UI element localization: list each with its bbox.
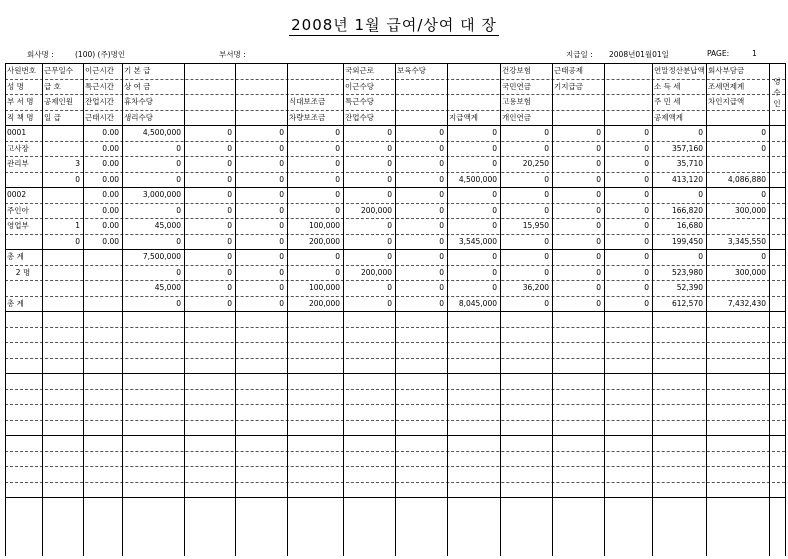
table-cell: 0 bbox=[279, 205, 284, 215]
column-divider bbox=[652, 63, 653, 556]
table-cell: 0.00 bbox=[102, 143, 119, 153]
table-cell: 0 bbox=[492, 267, 497, 277]
column-header: 성 명 bbox=[7, 81, 24, 91]
table-cell: 45,000 bbox=[154, 283, 181, 292]
table-cell: 0 bbox=[227, 128, 232, 137]
table-cell: 0 bbox=[335, 174, 340, 184]
table-cell: 200,000 bbox=[360, 267, 392, 277]
table-cell: 0 bbox=[492, 283, 497, 292]
table-cell: 0 bbox=[439, 267, 444, 277]
table-cell: 0.00 bbox=[102, 221, 119, 230]
table-cell: 0 bbox=[176, 205, 181, 215]
table-cell: 0 bbox=[227, 143, 232, 153]
table-cell: 0 bbox=[596, 128, 601, 137]
column-header: 건강보험 bbox=[502, 66, 531, 75]
table-cell: 0 bbox=[544, 252, 549, 261]
table-cell: 0002 bbox=[7, 190, 27, 199]
table-cell: 100,000 bbox=[308, 283, 340, 292]
table-cell: 0 bbox=[279, 174, 284, 184]
table-cell: 0 bbox=[439, 143, 444, 153]
table-cell: 0 bbox=[176, 159, 181, 168]
table-cell: 0 bbox=[761, 143, 766, 153]
table-cell: 0 bbox=[644, 174, 649, 184]
table-cell: 300,000 bbox=[734, 205, 766, 215]
column-divider bbox=[235, 63, 236, 556]
table-cell: 0 bbox=[644, 190, 649, 199]
table-cell: 0 bbox=[544, 190, 549, 199]
column-header: 주 민 세 bbox=[654, 97, 681, 106]
table-cell: 166,820 bbox=[671, 205, 703, 215]
table-cell: 3,545,000 bbox=[458, 236, 497, 246]
table-cell: 0 bbox=[644, 267, 649, 277]
table-cell: 0 bbox=[644, 159, 649, 168]
table-cell: 0 bbox=[492, 221, 497, 230]
column-header: 잔업수당 bbox=[345, 112, 374, 122]
table-cell: 주인아 bbox=[7, 205, 29, 215]
table-cell: 0 bbox=[335, 128, 340, 137]
company-value: (100) (주)명인 bbox=[75, 50, 126, 59]
table-cell: 0 bbox=[492, 205, 497, 215]
table-cell: 0 bbox=[227, 190, 232, 199]
table-cell: 0 bbox=[439, 205, 444, 215]
table-cell: 0 bbox=[596, 174, 601, 184]
table-cell: 0 bbox=[544, 143, 549, 153]
page-title: 2008년 1월 급여/상여 대 장 bbox=[291, 16, 497, 34]
column-header: 기지급금 bbox=[554, 81, 583, 91]
table-cell: 0 bbox=[698, 190, 703, 199]
table-cell: 0 bbox=[544, 205, 549, 215]
column-divider bbox=[447, 63, 448, 556]
table-cell: 0 bbox=[227, 236, 232, 246]
table-cell: 612,570 bbox=[671, 298, 703, 308]
table-cell: 0 bbox=[544, 128, 549, 137]
table-cell: 영업부 bbox=[7, 221, 29, 230]
column-header: 근태공제 bbox=[554, 66, 583, 75]
table-cell: 0 bbox=[335, 143, 340, 153]
table-cell: 2 명 bbox=[15, 267, 31, 277]
table-cell: 0 bbox=[761, 252, 766, 261]
column-header: 사원번호 bbox=[7, 66, 36, 75]
table-cell: 0 bbox=[227, 221, 232, 230]
column-header: 생리수당 bbox=[124, 112, 153, 122]
table-cell: 0 bbox=[698, 252, 703, 261]
table-cell: 20,250 bbox=[522, 159, 549, 168]
column-header: 공제인원 bbox=[44, 97, 73, 106]
table-cell: 0 bbox=[596, 143, 601, 153]
table-cell: 200,000 bbox=[360, 205, 392, 215]
table-cell: 0 bbox=[439, 236, 444, 246]
column-header: 회사부담금 bbox=[708, 66, 745, 75]
column-divider bbox=[42, 63, 43, 556]
column-divider bbox=[287, 63, 288, 556]
table-cell: 0 bbox=[227, 252, 232, 261]
table-cell: 0 bbox=[335, 205, 340, 215]
table-cell: 16,680 bbox=[676, 221, 703, 230]
table-cell: 0 bbox=[439, 128, 444, 137]
table-cell: 100,000 bbox=[308, 221, 340, 230]
table-cell: 4,500,000 bbox=[142, 128, 181, 137]
table-cell: 0 bbox=[227, 267, 232, 277]
table-cell: 0.00 bbox=[102, 174, 119, 184]
table-cell: 0 bbox=[439, 190, 444, 199]
payday-value: 2008년01월01일 bbox=[609, 50, 669, 59]
table-cell: 52,390 bbox=[676, 283, 703, 292]
table-cell: 0 bbox=[761, 190, 766, 199]
table-cell: 0 bbox=[387, 298, 392, 308]
table-cell: 300,000 bbox=[734, 267, 766, 277]
table-cell: 0 bbox=[644, 283, 649, 292]
table-cell: 0 bbox=[439, 252, 444, 261]
table-cell: 7,432,430 bbox=[727, 298, 766, 308]
column-header: 특근시간 bbox=[85, 81, 114, 91]
table-cell: 4,500,000 bbox=[458, 174, 497, 184]
table-cell: 0.00 bbox=[102, 159, 119, 168]
table-cell: 0 bbox=[492, 190, 497, 199]
table-cell: 0 bbox=[644, 128, 649, 137]
table-cell: 0 bbox=[279, 143, 284, 153]
column-header: 지급액계 bbox=[449, 112, 478, 122]
table-cell: 0 bbox=[644, 236, 649, 246]
column-header: 차량보조금 bbox=[289, 112, 326, 122]
table-cell: 0 bbox=[387, 252, 392, 261]
column-header: 급 호 bbox=[44, 81, 61, 91]
table-cell: 0 bbox=[279, 128, 284, 137]
table-cell: 357,160 bbox=[671, 143, 703, 153]
column-divider bbox=[500, 63, 501, 556]
table-cell: 0 bbox=[335, 252, 340, 261]
table-cell: 0 bbox=[492, 159, 497, 168]
table-cell: 0001 bbox=[7, 128, 27, 137]
column-header: 근무일수 bbox=[44, 66, 73, 75]
table-cell: 0 bbox=[544, 174, 549, 184]
table-cell: 0 bbox=[279, 190, 284, 199]
table-cell: 15,950 bbox=[522, 221, 549, 230]
table-cell: 0 bbox=[596, 159, 601, 168]
table-cell: 0 bbox=[279, 159, 284, 168]
table-cell: 8,045,000 bbox=[458, 298, 497, 308]
table-cell: 0 bbox=[387, 174, 392, 184]
table-cell: 3,000,000 bbox=[142, 190, 181, 199]
column-divider bbox=[769, 63, 770, 556]
table-cell: 0.00 bbox=[102, 190, 119, 199]
table-cell: 0 bbox=[596, 190, 601, 199]
column-header: 휴차수당 bbox=[124, 97, 153, 106]
table-cell: 0 bbox=[492, 128, 497, 137]
table-cell: 0 bbox=[439, 159, 444, 168]
table-cell: 0 bbox=[279, 298, 284, 308]
payroll-ledger-table bbox=[5, 63, 785, 556]
table-cell: 0 bbox=[335, 267, 340, 277]
table-cell: 1 bbox=[75, 221, 80, 230]
table-cell: 0 bbox=[279, 236, 284, 246]
table-cell: 413,120 bbox=[671, 174, 703, 184]
table-cell: 4,086,880 bbox=[727, 174, 766, 184]
table-cell: 3,345,550 bbox=[727, 236, 766, 246]
table-cell: 0 bbox=[439, 221, 444, 230]
column-divider bbox=[122, 63, 123, 556]
table-cell: 0 bbox=[596, 298, 601, 308]
table-cell: 총 계 bbox=[7, 252, 24, 261]
table-cell: 36,200 bbox=[522, 283, 549, 292]
table-cell: 고사장 bbox=[7, 143, 29, 153]
column-divider bbox=[785, 63, 786, 556]
column-header: 공제액계 bbox=[654, 112, 683, 122]
column-header: 국외근로 bbox=[345, 66, 374, 75]
table-cell: 0 bbox=[544, 298, 549, 308]
company-label: 회사명 : bbox=[27, 50, 54, 59]
column-divider bbox=[184, 63, 185, 556]
table-cell: 45,000 bbox=[154, 221, 181, 230]
sign-column-label: 인 bbox=[773, 99, 781, 108]
column-header: 소 득 세 bbox=[654, 81, 681, 91]
column-header: 특근수당 bbox=[345, 97, 374, 106]
column-header: 식대보조금 bbox=[289, 97, 326, 106]
column-divider bbox=[395, 63, 396, 556]
table-cell: 0 bbox=[176, 174, 181, 184]
table-cell: 0 bbox=[279, 283, 284, 292]
table-cell: 0 bbox=[644, 143, 649, 153]
table-cell: 0 bbox=[387, 159, 392, 168]
table-cell: 0 bbox=[75, 236, 80, 246]
table-cell: 0 bbox=[644, 252, 649, 261]
column-divider bbox=[706, 63, 707, 556]
page-label: PAGE: bbox=[707, 49, 730, 58]
page-number: 1 bbox=[752, 49, 757, 58]
table-cell: 0 bbox=[596, 283, 601, 292]
column-header: 상 여 금 bbox=[124, 81, 151, 91]
table-cell: 0 bbox=[176, 267, 181, 277]
table-cell: 총 계 bbox=[7, 298, 24, 308]
table-cell: 0 bbox=[387, 128, 392, 137]
column-divider bbox=[552, 63, 553, 556]
table-cell: 523,980 bbox=[671, 267, 703, 277]
column-divider bbox=[604, 63, 605, 556]
table-cell: 0 bbox=[227, 283, 232, 292]
column-header: 보육수당 bbox=[397, 66, 426, 75]
table-cell: 0 bbox=[279, 267, 284, 277]
table-cell: 0 bbox=[227, 298, 232, 308]
table-cell: 0 bbox=[387, 236, 392, 246]
department-label: 부서명 : bbox=[219, 50, 246, 59]
table-cell: 0 bbox=[644, 298, 649, 308]
table-cell: 0 bbox=[698, 128, 703, 137]
table-cell: 0 bbox=[596, 221, 601, 230]
sign-column-label: 영 bbox=[773, 77, 781, 86]
table-cell: 0 bbox=[644, 221, 649, 230]
column-header: 직 책 명 bbox=[7, 112, 34, 122]
table-cell: 0 bbox=[387, 283, 392, 292]
table-cell: 0.00 bbox=[102, 205, 119, 215]
table-cell: 0.00 bbox=[102, 236, 119, 246]
column-header: 개인연금 bbox=[502, 112, 531, 122]
table-cell: 0 bbox=[492, 143, 497, 153]
table-cell: 0 bbox=[227, 205, 232, 215]
table-cell: 0 bbox=[335, 159, 340, 168]
table-cell: 0 bbox=[596, 252, 601, 261]
column-header: 연말정산분납액 bbox=[654, 66, 705, 75]
table-cell: 3 bbox=[75, 159, 80, 168]
payday-label: 지급일 : bbox=[566, 50, 593, 59]
table-cell: 7,500,000 bbox=[142, 252, 181, 261]
table-cell: 0 bbox=[596, 236, 601, 246]
table-cell: 0 bbox=[544, 236, 549, 246]
column-header: 기 본 급 bbox=[124, 66, 151, 75]
column-header: 국민연금 bbox=[502, 81, 531, 91]
table-cell: 0 bbox=[176, 143, 181, 153]
table-cell: 관리부 bbox=[7, 159, 29, 168]
column-header: 조세면제계 bbox=[708, 81, 745, 91]
column-divider bbox=[343, 63, 344, 556]
table-cell: 0 bbox=[439, 174, 444, 184]
table-cell: 0 bbox=[439, 298, 444, 308]
table-cell: 199,450 bbox=[671, 236, 703, 246]
table-cell: 0 bbox=[596, 267, 601, 277]
table-cell: 0 bbox=[387, 143, 392, 153]
table-cell: 0 bbox=[492, 252, 497, 261]
table-cell: 0 bbox=[387, 221, 392, 230]
column-header: 부 서 명 bbox=[7, 97, 34, 106]
table-cell: 0 bbox=[439, 283, 444, 292]
column-header: 근태시간 bbox=[85, 112, 114, 122]
column-header: 일 급 bbox=[44, 112, 61, 122]
table-cell: 0 bbox=[644, 205, 649, 215]
table-cell: 0 bbox=[596, 205, 601, 215]
table-cell: 35,710 bbox=[676, 159, 703, 168]
table-cell: 0 bbox=[176, 298, 181, 308]
column-header: 차인지급액 bbox=[708, 97, 745, 106]
table-cell: 0 bbox=[75, 174, 80, 184]
column-header: 잔업시간 bbox=[85, 97, 114, 106]
table-cell: 200,000 bbox=[308, 236, 340, 246]
column-header: 고용보험 bbox=[502, 97, 531, 106]
table-cell: 0 bbox=[335, 190, 340, 199]
table-cell: 0 bbox=[279, 221, 284, 230]
sign-column-label: 수 bbox=[773, 88, 781, 97]
table-cell: 0 bbox=[227, 174, 232, 184]
table-cell: 0 bbox=[387, 190, 392, 199]
table-cell: 200,000 bbox=[308, 298, 340, 308]
column-divider bbox=[5, 63, 6, 556]
column-header: 이근수당 bbox=[345, 81, 374, 91]
table-cell: 0.00 bbox=[102, 128, 119, 137]
table-cell: 0 bbox=[227, 159, 232, 168]
column-header: 이근시간 bbox=[85, 66, 114, 75]
table-cell: 0 bbox=[176, 236, 181, 246]
table-cell: 0 bbox=[761, 128, 766, 137]
column-divider bbox=[83, 63, 84, 556]
table-cell: 0 bbox=[279, 252, 284, 261]
table-cell: 0 bbox=[544, 267, 549, 277]
